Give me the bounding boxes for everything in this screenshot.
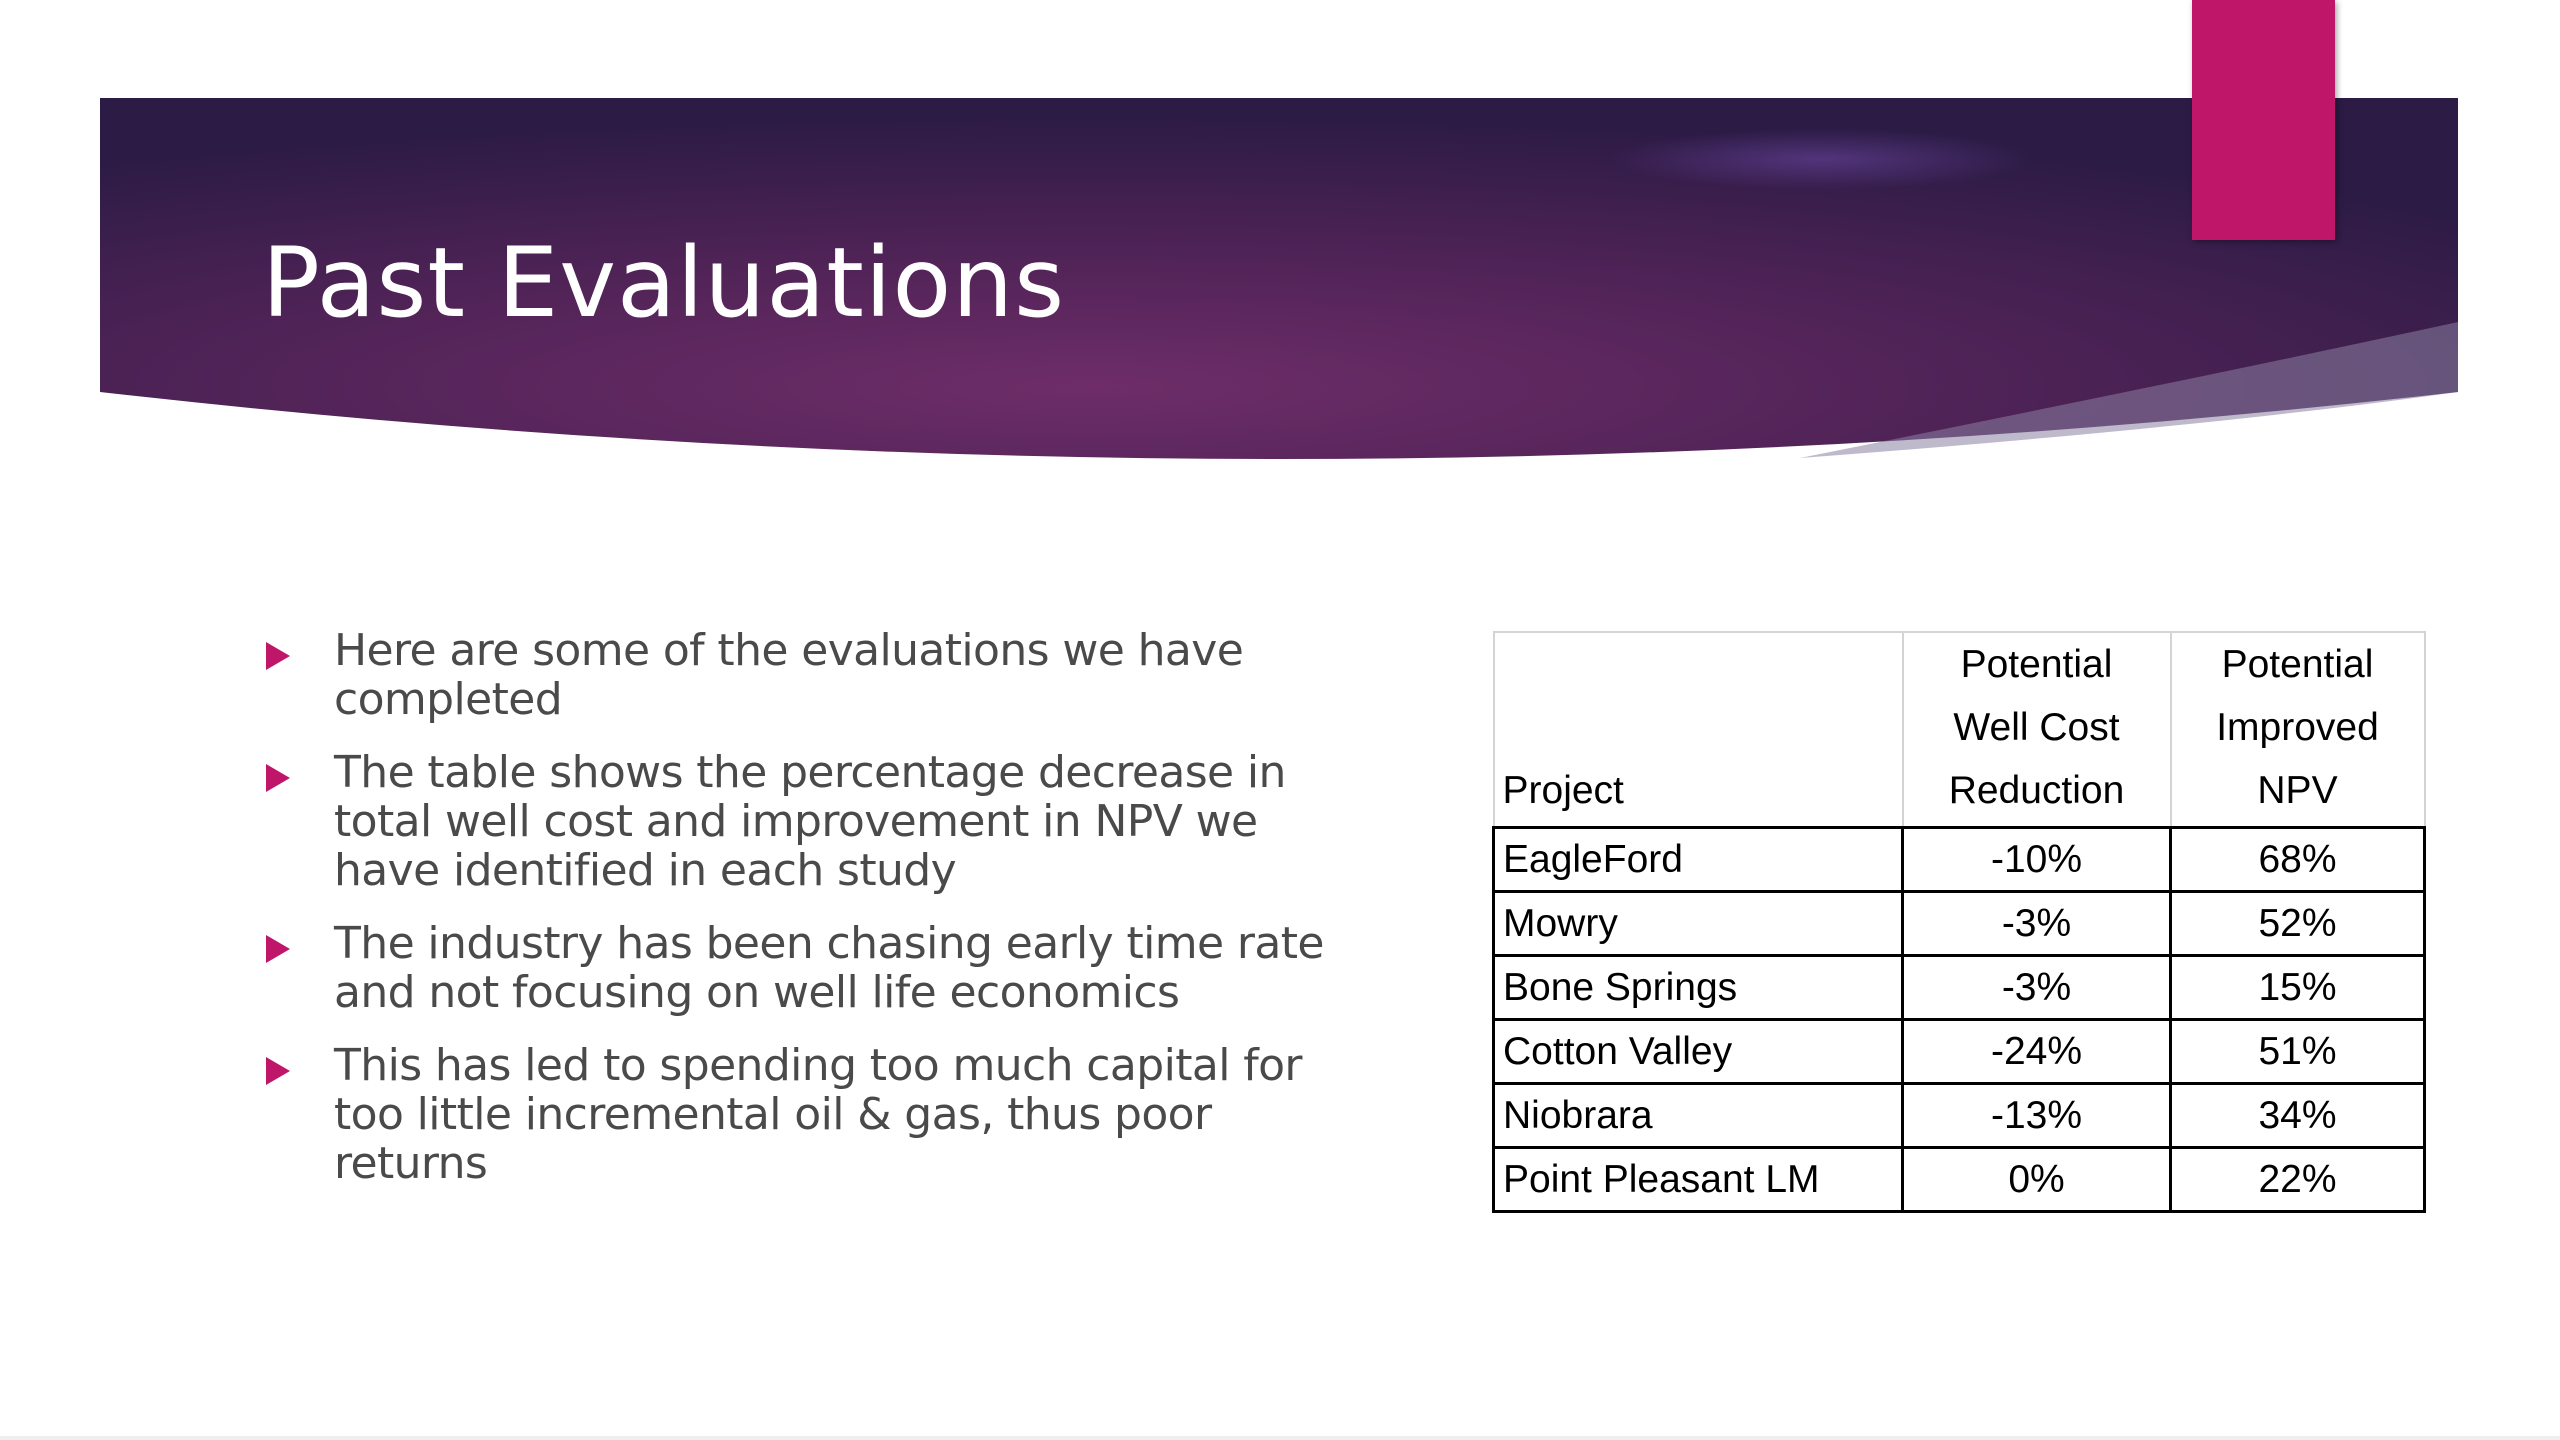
cell-cost-reduction: -13% — [1903, 1084, 2171, 1148]
cell-project: Niobrara — [1494, 1084, 1903, 1148]
bullet-item — [262, 626, 1342, 724]
cell-project: Bone Springs — [1494, 956, 1903, 1020]
accent-tab — [2192, 0, 2335, 240]
triangle-bullet-icon — [266, 764, 290, 792]
cell-npv: 52% — [2171, 892, 2425, 956]
table-row — [1494, 1020, 2425, 1084]
cell-npv: 22% — [2171, 1148, 2425, 1212]
cell-npv: 51% — [2171, 1020, 2425, 1084]
header-line: NPV — [2257, 769, 2338, 812]
bullet-item — [262, 1041, 1342, 1188]
header-project-label: Project — [1502, 769, 1624, 812]
cell-project: Cotton Valley — [1494, 1020, 1903, 1084]
header-line: Improved — [2216, 706, 2379, 749]
evaluations-table — [1492, 631, 2426, 1213]
bullet-text: The industry has been chasing early time rate and not focusing on well life economics — [334, 918, 1324, 1018]
header-improved-npv — [2171, 632, 2425, 828]
header-line: Potential — [2221, 643, 2374, 686]
bullet-item — [262, 919, 1342, 1017]
table-row — [1494, 828, 2425, 892]
header-line: Well Cost — [1953, 706, 2120, 749]
cell-cost-reduction: -3% — [1903, 892, 2171, 956]
cell-npv: 15% — [2171, 956, 2425, 1020]
cell-project: EagleFord — [1494, 828, 1903, 892]
triangle-bullet-icon — [266, 1057, 290, 1085]
table-header-row — [1494, 632, 2425, 828]
bullet-text: This has led to spending too much capital for too little incremental oil & gas, thus poor returns — [334, 1040, 1302, 1189]
evaluations-table-container — [1492, 631, 2426, 1213]
header-project — [1494, 632, 1903, 828]
bullet-text: The table shows the percentage decrease in total well cost and improvement in NPV we have identified in each study — [334, 747, 1286, 896]
bullet-list — [262, 626, 1342, 1212]
cell-npv: 68% — [2171, 828, 2425, 892]
cell-cost-reduction: 0% — [1903, 1148, 2171, 1212]
bullet-item — [262, 748, 1342, 895]
cell-project: Point Pleasant LM — [1494, 1148, 1903, 1212]
slide-bottom-edge — [0, 1436, 2560, 1440]
bullet-text: Here are some of the evaluations we have completed — [334, 625, 1244, 725]
header-line: Reduction — [1948, 769, 2125, 812]
table-row — [1494, 892, 2425, 956]
triangle-bullet-icon — [266, 935, 290, 963]
table-row — [1494, 1148, 2425, 1212]
cell-cost-reduction: -24% — [1903, 1020, 2171, 1084]
cell-npv: 34% — [2171, 1084, 2425, 1148]
header-line: Potential — [1960, 643, 2113, 686]
cell-cost-reduction: -10% — [1903, 828, 2171, 892]
slide-title: Past Evaluations — [262, 227, 1066, 339]
triangle-bullet-icon — [266, 642, 290, 670]
table-row — [1494, 956, 2425, 1020]
header-well-cost-reduction — [1903, 632, 2171, 828]
cell-cost-reduction: -3% — [1903, 956, 2171, 1020]
table-row — [1494, 1084, 2425, 1148]
cell-project: Mowry — [1494, 892, 1903, 956]
